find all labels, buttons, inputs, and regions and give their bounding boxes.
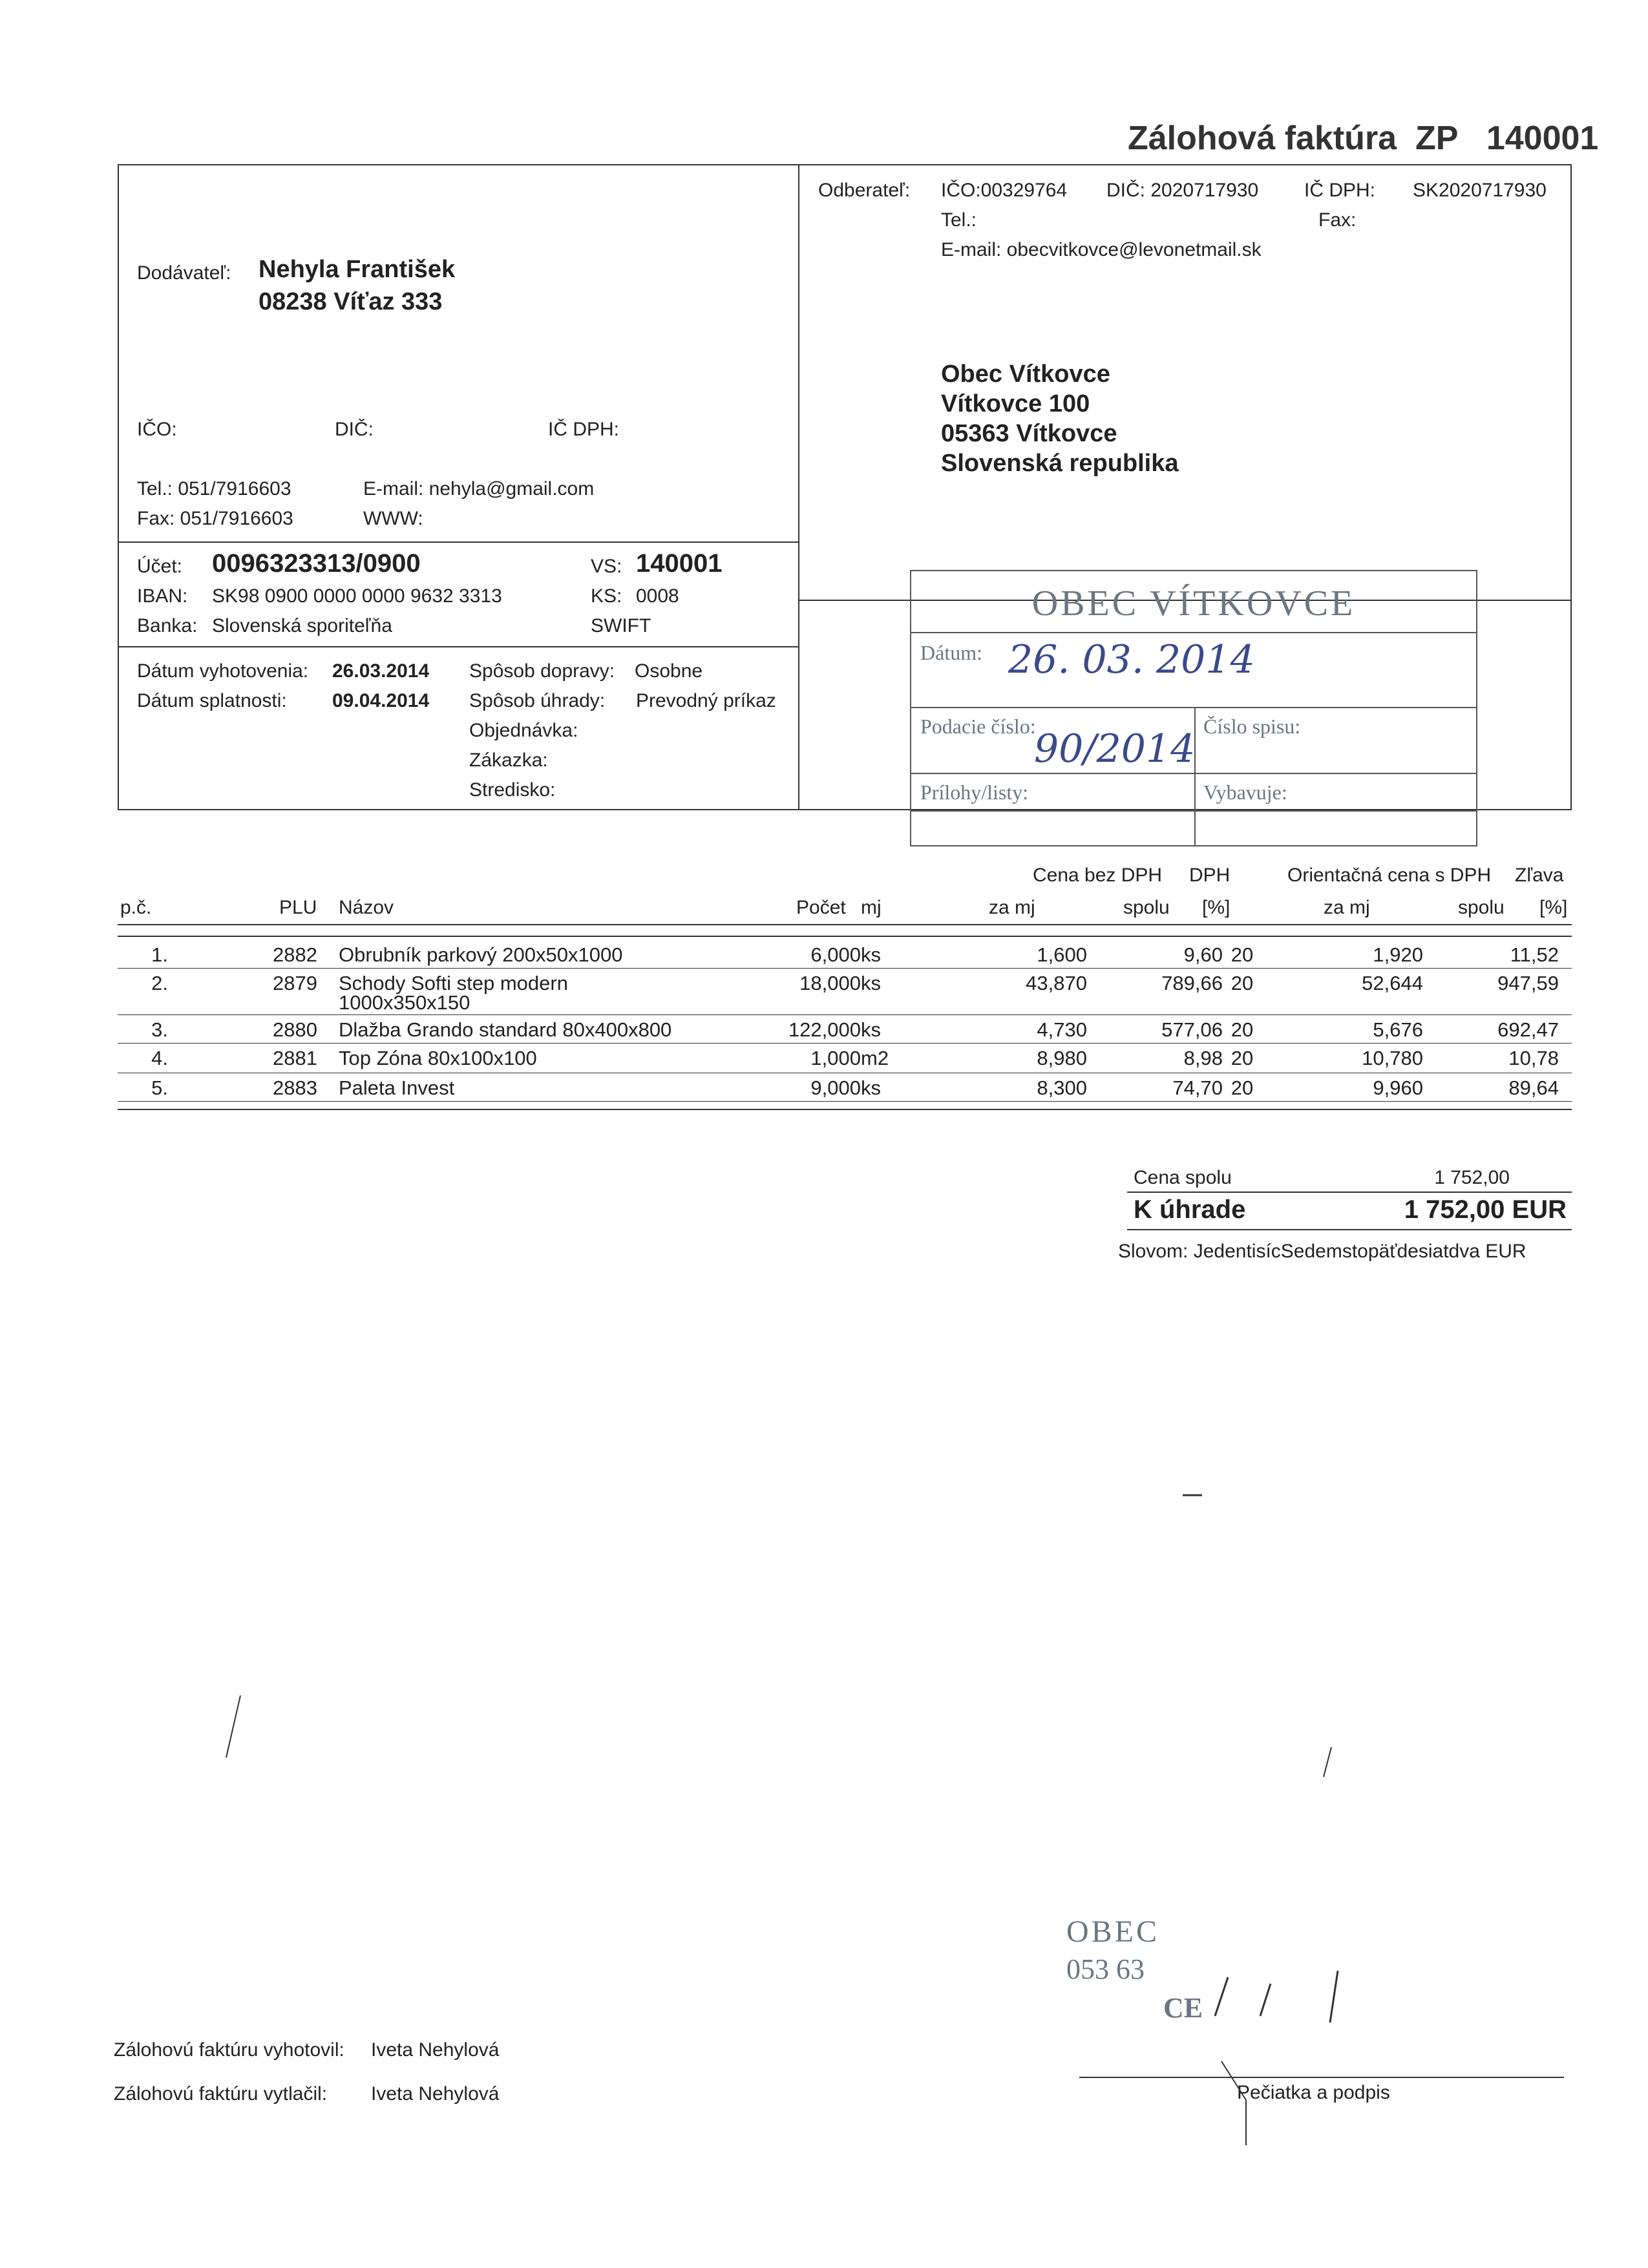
cell-name-line2: 1000x350x150 (339, 991, 470, 1014)
th-plu: PLU (279, 897, 317, 918)
cell-unit: ks (861, 972, 881, 994)
cell-total: 9,60 (1183, 943, 1223, 966)
cell-name: Schody Softi step modern (339, 972, 568, 994)
supplier-dic-label: DIČ: (335, 419, 374, 440)
supplier-ico-label: IČO: (137, 419, 177, 440)
stamp-title: OBEC VÍTKOVCE (1031, 583, 1356, 624)
th-unit-price: za mj (989, 897, 1035, 918)
cell-pc: 1. (151, 943, 168, 966)
supplier-email: E-mail: nehyla@gmail.com (363, 478, 595, 499)
cell-unit-price: 4,730 (1037, 1018, 1087, 1041)
issued-by-name: Iveta Nehylová (371, 2039, 500, 2061)
stamp-handler-label: Vybavuje: (1203, 781, 1287, 804)
issue-date: 26.03.2014 (332, 660, 430, 682)
bank-label: Banka: (137, 615, 198, 636)
th-discount-pct: [%] (1539, 897, 1568, 918)
customer-tel-label: Tel.: (941, 209, 977, 231)
bottom-stamp-line3: CE (1163, 1992, 1203, 2024)
printed-by-label: Zálohovú faktúru vytlačil: (114, 2083, 328, 2105)
ks-label: KS: (591, 585, 622, 607)
th-unit: mj (861, 897, 882, 918)
cell-unit-price: 8,980 (1037, 1047, 1087, 1069)
amount-due-value: 1 752,00 EUR (1404, 1195, 1567, 1224)
iban-label: IBAN: (137, 585, 188, 607)
th-name: Názov (339, 897, 394, 918)
cell-vat: 20 (1231, 943, 1254, 966)
customer-name: Obec Vítkovce (941, 361, 1110, 388)
cell-unit: ks (861, 1018, 881, 1041)
iban-value: SK98 0900 0000 0000 9632 3313 (212, 585, 502, 607)
cell-unit-price: 43,870 (1026, 972, 1087, 994)
customer-street: Vítkovce 100 (941, 390, 1090, 417)
th-total: spolu (1123, 897, 1170, 918)
customer-ico: IČO:00329764 (941, 180, 1068, 201)
stamp-file-number-label: Číslo spisu: (1203, 715, 1301, 738)
ks-value: 0008 (636, 585, 679, 607)
th-vat: DPH (1189, 865, 1231, 886)
supplier-label: Dodávateľ: (137, 262, 231, 284)
stamp-filing-hand: 90/2014 (1034, 726, 1196, 772)
cell-unit: m2 (861, 1047, 889, 1069)
stamp-date-label: Dátum: (920, 641, 982, 664)
cell-total-vat: 692,47 (1497, 1018, 1559, 1041)
cell-total: 577,06 (1161, 1018, 1223, 1041)
cell-name: Paleta Invest (339, 1076, 455, 1099)
customer-country: Slovenská republika (941, 450, 1179, 477)
cell-unit-price-vat: 1,920 (1373, 943, 1423, 966)
subtotal-value: 1 752,00 (1434, 1167, 1510, 1188)
th-unit-price-vat: za mj (1324, 897, 1370, 918)
cell-plu: 2882 (273, 943, 317, 966)
cell-total-vat: 89,64 (1508, 1076, 1559, 1099)
cell-vat: 20 (1231, 1076, 1254, 1099)
customer-dic: DIČ: 2020717930 (1106, 180, 1259, 201)
stamp-and-signature-label: Pečiatka a podpis (1237, 2082, 1390, 2103)
invoice-title-text: Zálohová faktúra (1128, 120, 1397, 157)
invoice-number: 140001 (1486, 120, 1599, 157)
cell-total-vat: 11,52 (1510, 943, 1559, 966)
cell-total: 789,66 (1161, 972, 1223, 994)
customer-email: E-mail: obecvitkovce@levonetmail.sk (941, 239, 1262, 260)
cell-pc: 5. (151, 1076, 168, 1099)
bank-name: Slovenská sporiteľňa (212, 615, 392, 636)
amount-in-words: Slovom: JedentisícSedemstopäťdesiatdva EUR (1118, 1241, 1527, 1262)
th-total-vat: spolu (1458, 897, 1505, 918)
bottom-stamp-line1: OBEC (1066, 1915, 1160, 1949)
customer-icdph-label: IČ DPH: (1304, 180, 1376, 201)
cell-plu: 2880 (273, 1018, 317, 1041)
issued-by-label: Zálohovú faktúru vyhotovil: (114, 2039, 344, 2061)
th-qty: Počet (796, 897, 846, 918)
cell-name: Dlažba Grando standard 80x400x800 (339, 1018, 672, 1041)
th-price-excl-vat: Cena bez DPH (1033, 865, 1163, 886)
vs-value: 140001 (636, 549, 723, 578)
cell-pc: 4. (151, 1047, 168, 1069)
customer-icdph: SK2020717930 (1413, 180, 1547, 201)
supplier-fax: Fax: 051/7916603 (137, 508, 293, 529)
cell-vat: 20 (1231, 1018, 1254, 1041)
th-price-incl-vat: Orientačná cena s DPH (1287, 865, 1492, 886)
invoice-prefix: ZP (1415, 120, 1459, 157)
subtotal-label: Cena spolu (1134, 1167, 1232, 1188)
cell-unit-price-vat: 9,960 (1373, 1076, 1423, 1099)
printed-by-name: Iveta Nehylová (371, 2083, 500, 2105)
cell-unit-price: 8,300 (1037, 1076, 1087, 1099)
cell-total: 74,70 (1172, 1076, 1223, 1099)
due-date: 09.04.2014 (332, 690, 430, 711)
customer-label: Odberateľ: (818, 180, 911, 201)
bottom-stamp-line2: 053 63 (1066, 1953, 1145, 1985)
th-pc: p.č. (120, 897, 152, 918)
supplier-address: 08238 Víťaz 333 (259, 288, 443, 315)
cell-name: Obrubník parkový 200x50x1000 (339, 943, 623, 966)
cell-unit-price-vat: 52,644 (1362, 972, 1423, 994)
cell-plu: 2879 (273, 972, 317, 994)
account-label: Účet: (137, 556, 183, 577)
cell-total-vat: 10,78 (1508, 1047, 1559, 1069)
th-discount: Zľava (1515, 865, 1564, 886)
transport-value: Osobne (635, 660, 703, 682)
th-vat-pct: [%] (1202, 897, 1231, 918)
stamp-attachments-label: Prílohy/listy: (920, 781, 1029, 804)
supplier-tel: Tel.: 051/7916603 (137, 478, 291, 499)
cell-vat: 20 (1231, 972, 1254, 994)
issue-date-label: Dátum vyhotovenia: (137, 660, 309, 682)
order-label: Objednávka: (469, 720, 578, 741)
cell-total-vat: 947,59 (1497, 972, 1559, 994)
vs-label: VS: (591, 556, 622, 577)
cell-unit-price-vat: 5,676 (1373, 1018, 1423, 1041)
cell-plu: 2881 (273, 1047, 317, 1069)
supplier-icdph-label: IČ DPH: (548, 419, 620, 440)
cell-plu: 2883 (273, 1076, 317, 1099)
stamp-filing-label: Podacie číslo: (920, 715, 1036, 738)
supplier-www: WWW: (363, 508, 423, 529)
cell-vat: 20 (1231, 1047, 1254, 1069)
supplier-name: Nehyla František (259, 256, 456, 283)
cell-name: Top Zóna 80x100x100 (339, 1047, 537, 1069)
center-label: Stredisko: (469, 779, 556, 801)
cell-qty: 18,000 (799, 972, 861, 994)
amount-due-label: K úhrade (1134, 1195, 1246, 1224)
customer-city: 05363 Vítkovce (941, 420, 1117, 447)
cell-unit-price: 1,600 (1037, 943, 1087, 966)
customer-fax-label: Fax: (1318, 209, 1357, 231)
payment-label: Spôsob úhrady: (469, 690, 606, 711)
payment-value: Prevodný príkaz (636, 690, 776, 711)
cell-unit: ks (861, 943, 881, 966)
transport-label: Spôsob dopravy: (469, 660, 615, 682)
job-label: Zákazka: (469, 750, 548, 771)
cell-unit: ks (861, 1076, 881, 1099)
stamp-date-hand: 26. 03. 2014 (1008, 637, 1255, 682)
cell-qty: 122,000 (788, 1018, 861, 1041)
cell-pc: 3. (151, 1018, 168, 1041)
cell-pc: 2. (151, 972, 168, 994)
cell-unit-price-vat: 10,780 (1362, 1047, 1423, 1069)
swift-label: SWIFT (591, 615, 651, 636)
cell-qty: 9,000 (810, 1076, 861, 1099)
account-number: 0096323313/0900 (212, 549, 421, 578)
cell-qty: 6,000 (810, 943, 861, 966)
cell-qty: 1,000 (810, 1047, 861, 1069)
due-date-label: Dátum splatnosti: (137, 690, 287, 711)
cell-total: 8,98 (1183, 1047, 1223, 1069)
